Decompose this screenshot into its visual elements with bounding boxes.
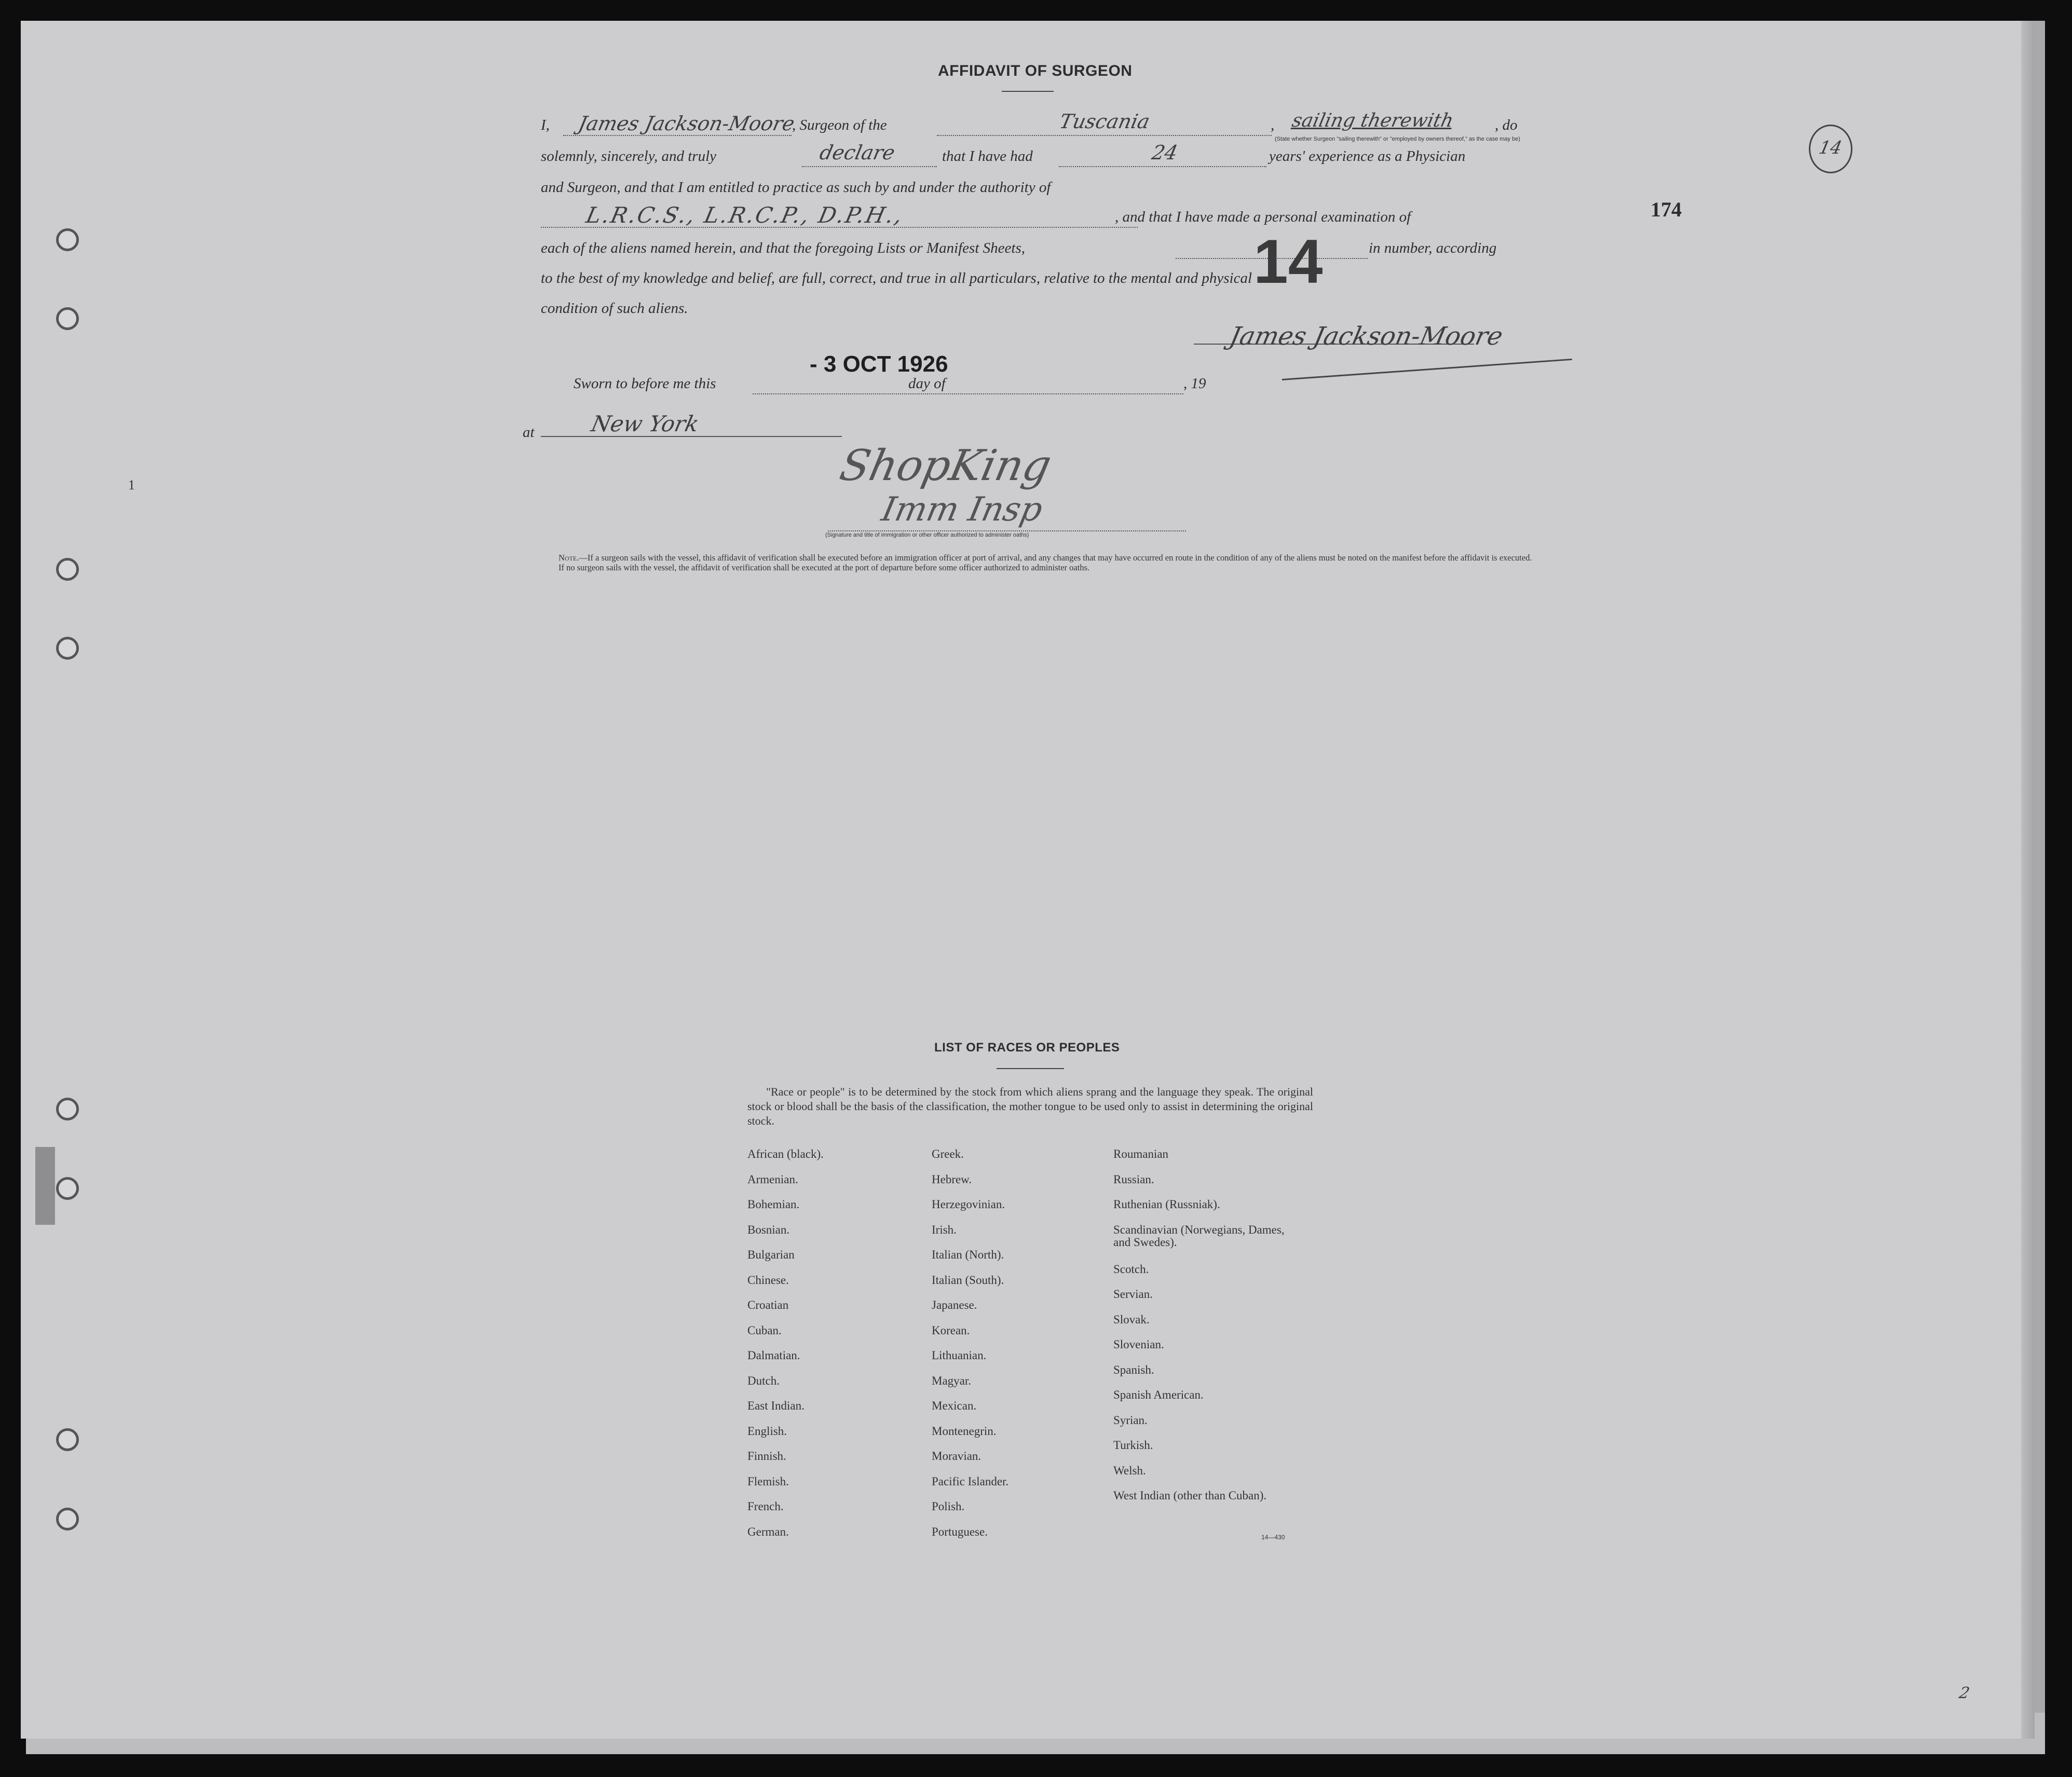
races-title: LIST OF RACES OR PEOPLES — [934, 1041, 1120, 1055]
punch-hole — [56, 1508, 79, 1530]
race-item: Chinese. — [747, 1273, 789, 1287]
punch-hole — [56, 228, 79, 251]
race-item: Portuguese. — [932, 1525, 988, 1538]
line1-comma: , — [1271, 117, 1275, 133]
race-item: Mexican. — [932, 1399, 977, 1412]
authority-value: L.R.C.S., L.R.C.P., D.P.H., — [583, 202, 906, 228]
race-item: German. — [747, 1525, 789, 1538]
ship-field — [937, 135, 1272, 136]
races-title-rule — [997, 1068, 1064, 1069]
race-item: Slovenian. — [1113, 1338, 1164, 1351]
declare-word: declare — [817, 141, 897, 164]
race-item: West Indian (other than Cuban). — [1113, 1489, 1267, 1502]
race-item: Armenian. — [747, 1172, 798, 1186]
line6: to the best of my knowledge and belief, are full, correct, and true in all particulars, relative to the mental and physical — [541, 270, 1252, 286]
race-item: Dutch. — [747, 1374, 780, 1387]
race-item: Dalmatian. — [747, 1349, 800, 1362]
circled-number-text: 14 — [1817, 138, 1844, 158]
race-item: Spanish American. — [1113, 1388, 1204, 1401]
race-item: Herzegovinian. — [932, 1198, 1005, 1211]
years-value: 24 — [1150, 141, 1180, 164]
line1-suffix: , do — [1495, 117, 1518, 133]
sworn-prefix: Sworn to before me this — [574, 375, 716, 392]
officer-caption: (Signature and title of immigration or other officer authorized to administer oaths) — [825, 532, 1029, 538]
race-item: Russian. — [1113, 1172, 1154, 1186]
surgeon-name: James Jackson-Moore — [576, 112, 797, 135]
note-text: —If a surgeon sails with the vessel, this affidavit of verification shall be executed before an immigration officer at port of arrival, and any changes that may have occurred en route in the condition of any of the aliens must be noted on the manifest before the affidavit is executed. — [579, 553, 1532, 563]
affidavit-note — [540, 553, 1536, 572]
officer-signature-line — [828, 530, 1186, 531]
signature-flourish — [1282, 359, 1572, 380]
affidavit-title: AFFIDAVIT OF SURGEON — [938, 62, 1133, 79]
races-column-1 — [747, 1148, 824, 1551]
sworn-date-field — [753, 393, 1183, 394]
race-item: Moravian. — [932, 1450, 982, 1462]
line5-suffix: in number, according — [1369, 240, 1497, 256]
race-item: Slovak. — [1113, 1313, 1150, 1326]
race-item: Polish. — [932, 1500, 965, 1513]
race-item: Bulgarian — [747, 1248, 795, 1261]
verb-field — [802, 166, 937, 167]
line2-prefix: solemnly, sincerely, and truly — [541, 148, 717, 165]
race-item: French. — [747, 1500, 784, 1513]
race-item: Roumanian — [1113, 1147, 1169, 1160]
race-item: English. — [747, 1424, 787, 1438]
race-item: Pacific Islander. — [932, 1474, 1009, 1488]
race-item: Italian (South). — [932, 1273, 1004, 1287]
race-item: Spanish. — [1113, 1363, 1154, 1376]
line3: and Surgeon, and that I am entitled to practice as such by and under the authority of — [541, 179, 1051, 196]
race-item: East Indian. — [747, 1399, 805, 1412]
race-item: Ruthenian (Russniak). — [1113, 1198, 1220, 1211]
race-item: Bosnian. — [747, 1223, 790, 1236]
line1-prefix: I, — [541, 117, 550, 133]
races-column-3 — [1113, 1148, 1285, 1529]
note-text-2: If no surgeon sails with the vessel, the affidavit of verification shall be executed at the port of departure before some officer authorized to administer oaths. — [558, 563, 1090, 572]
race-item: Montenegrin. — [932, 1424, 997, 1438]
corner-mark: 2 — [1957, 1684, 1971, 1702]
race-item: Cuban. — [747, 1323, 782, 1337]
race-item: Bohemian. — [747, 1198, 800, 1211]
punch-hole — [56, 637, 79, 660]
race-item: Greek. — [932, 1147, 964, 1160]
sheets-count-stamp: 14 — [1253, 227, 1323, 296]
race-item: Irish. — [932, 1223, 957, 1236]
race-item: Finnish. — [747, 1450, 786, 1462]
sworn-day-of: day of — [908, 375, 946, 392]
race-item: Magyar. — [932, 1374, 972, 1387]
race-item: Scandinavian (Norwegians, Dames, and Swedes). — [1113, 1223, 1285, 1249]
years-field — [1059, 166, 1266, 167]
races-intro: "Race or people" is to be determined by the stock from which aliens sprang and the language they speak. The original stock or blood shall be the basis of the classification, the mother tongue to be used only to assist in determining the original stock. — [747, 1085, 1313, 1127]
officer-signature: ShopKing — [835, 441, 1056, 490]
race-item: Turkish. — [1113, 1439, 1153, 1452]
race-item: Japanese. — [932, 1298, 977, 1311]
officer-title: Imm Insp — [878, 490, 1046, 529]
line1-mid: , Surgeon of the — [792, 117, 887, 133]
race-item: Lithuanian. — [932, 1349, 987, 1362]
punch-hole — [56, 1177, 79, 1200]
punch-hole — [56, 1428, 79, 1451]
line4-suffix: , and that I have made a personal examination of — [1115, 209, 1411, 225]
race-item: Italian (North). — [932, 1248, 1004, 1261]
sworn-year-prefix: , 19 — [1183, 375, 1206, 392]
date-stamp: - 3 OCT 1926 — [810, 351, 948, 377]
race-item: Hebrew. — [932, 1172, 972, 1186]
line2-suffix: years' experience as a Physician — [1269, 148, 1466, 165]
race-item: Korean. — [932, 1323, 970, 1337]
place-value: New York — [589, 411, 702, 436]
punch-hole — [56, 307, 79, 330]
binding-tab — [35, 1147, 55, 1225]
at-prefix: at — [523, 424, 535, 441]
surgeon-name-field — [563, 135, 792, 136]
race-item: Welsh. — [1113, 1464, 1146, 1477]
line5-prefix: each of the aliens named herein, and that the foregoing Lists or Manifest Sheets, — [541, 240, 1025, 256]
race-item: Flemish. — [747, 1474, 789, 1488]
line7: condition of such aliens. — [541, 300, 688, 317]
page-number: 174 — [1651, 198, 1682, 221]
form-number: 14—430 — [1261, 1534, 1285, 1541]
surgeon-status: sailing therewith — [1290, 110, 1455, 131]
race-item: African (black). — [747, 1147, 824, 1160]
status-caption: (State whether Surgeon "sailing therewith" or "employed by owners thereof," as the case may be) — [1275, 136, 1520, 142]
page-edge — [2021, 21, 2035, 1739]
race-item: Croatian — [747, 1298, 789, 1311]
punch-hole — [56, 558, 79, 581]
title-rule — [1002, 91, 1054, 92]
ship-name: Tuscania — [1057, 110, 1152, 133]
race-item: Scotch. — [1113, 1262, 1149, 1276]
surgeon-signature: James Jackson-Moore — [1227, 322, 1506, 351]
race-item: Servian. — [1113, 1288, 1153, 1301]
manifest-page — [21, 21, 2035, 1739]
line2-mid: that I have had — [942, 148, 1033, 165]
races-column-2 — [932, 1148, 1008, 1551]
race-item: Syrian. — [1113, 1413, 1148, 1427]
left-margin-mark: 1 — [128, 477, 135, 493]
punch-hole — [56, 1098, 79, 1120]
note-lead: Note. — [558, 553, 579, 563]
